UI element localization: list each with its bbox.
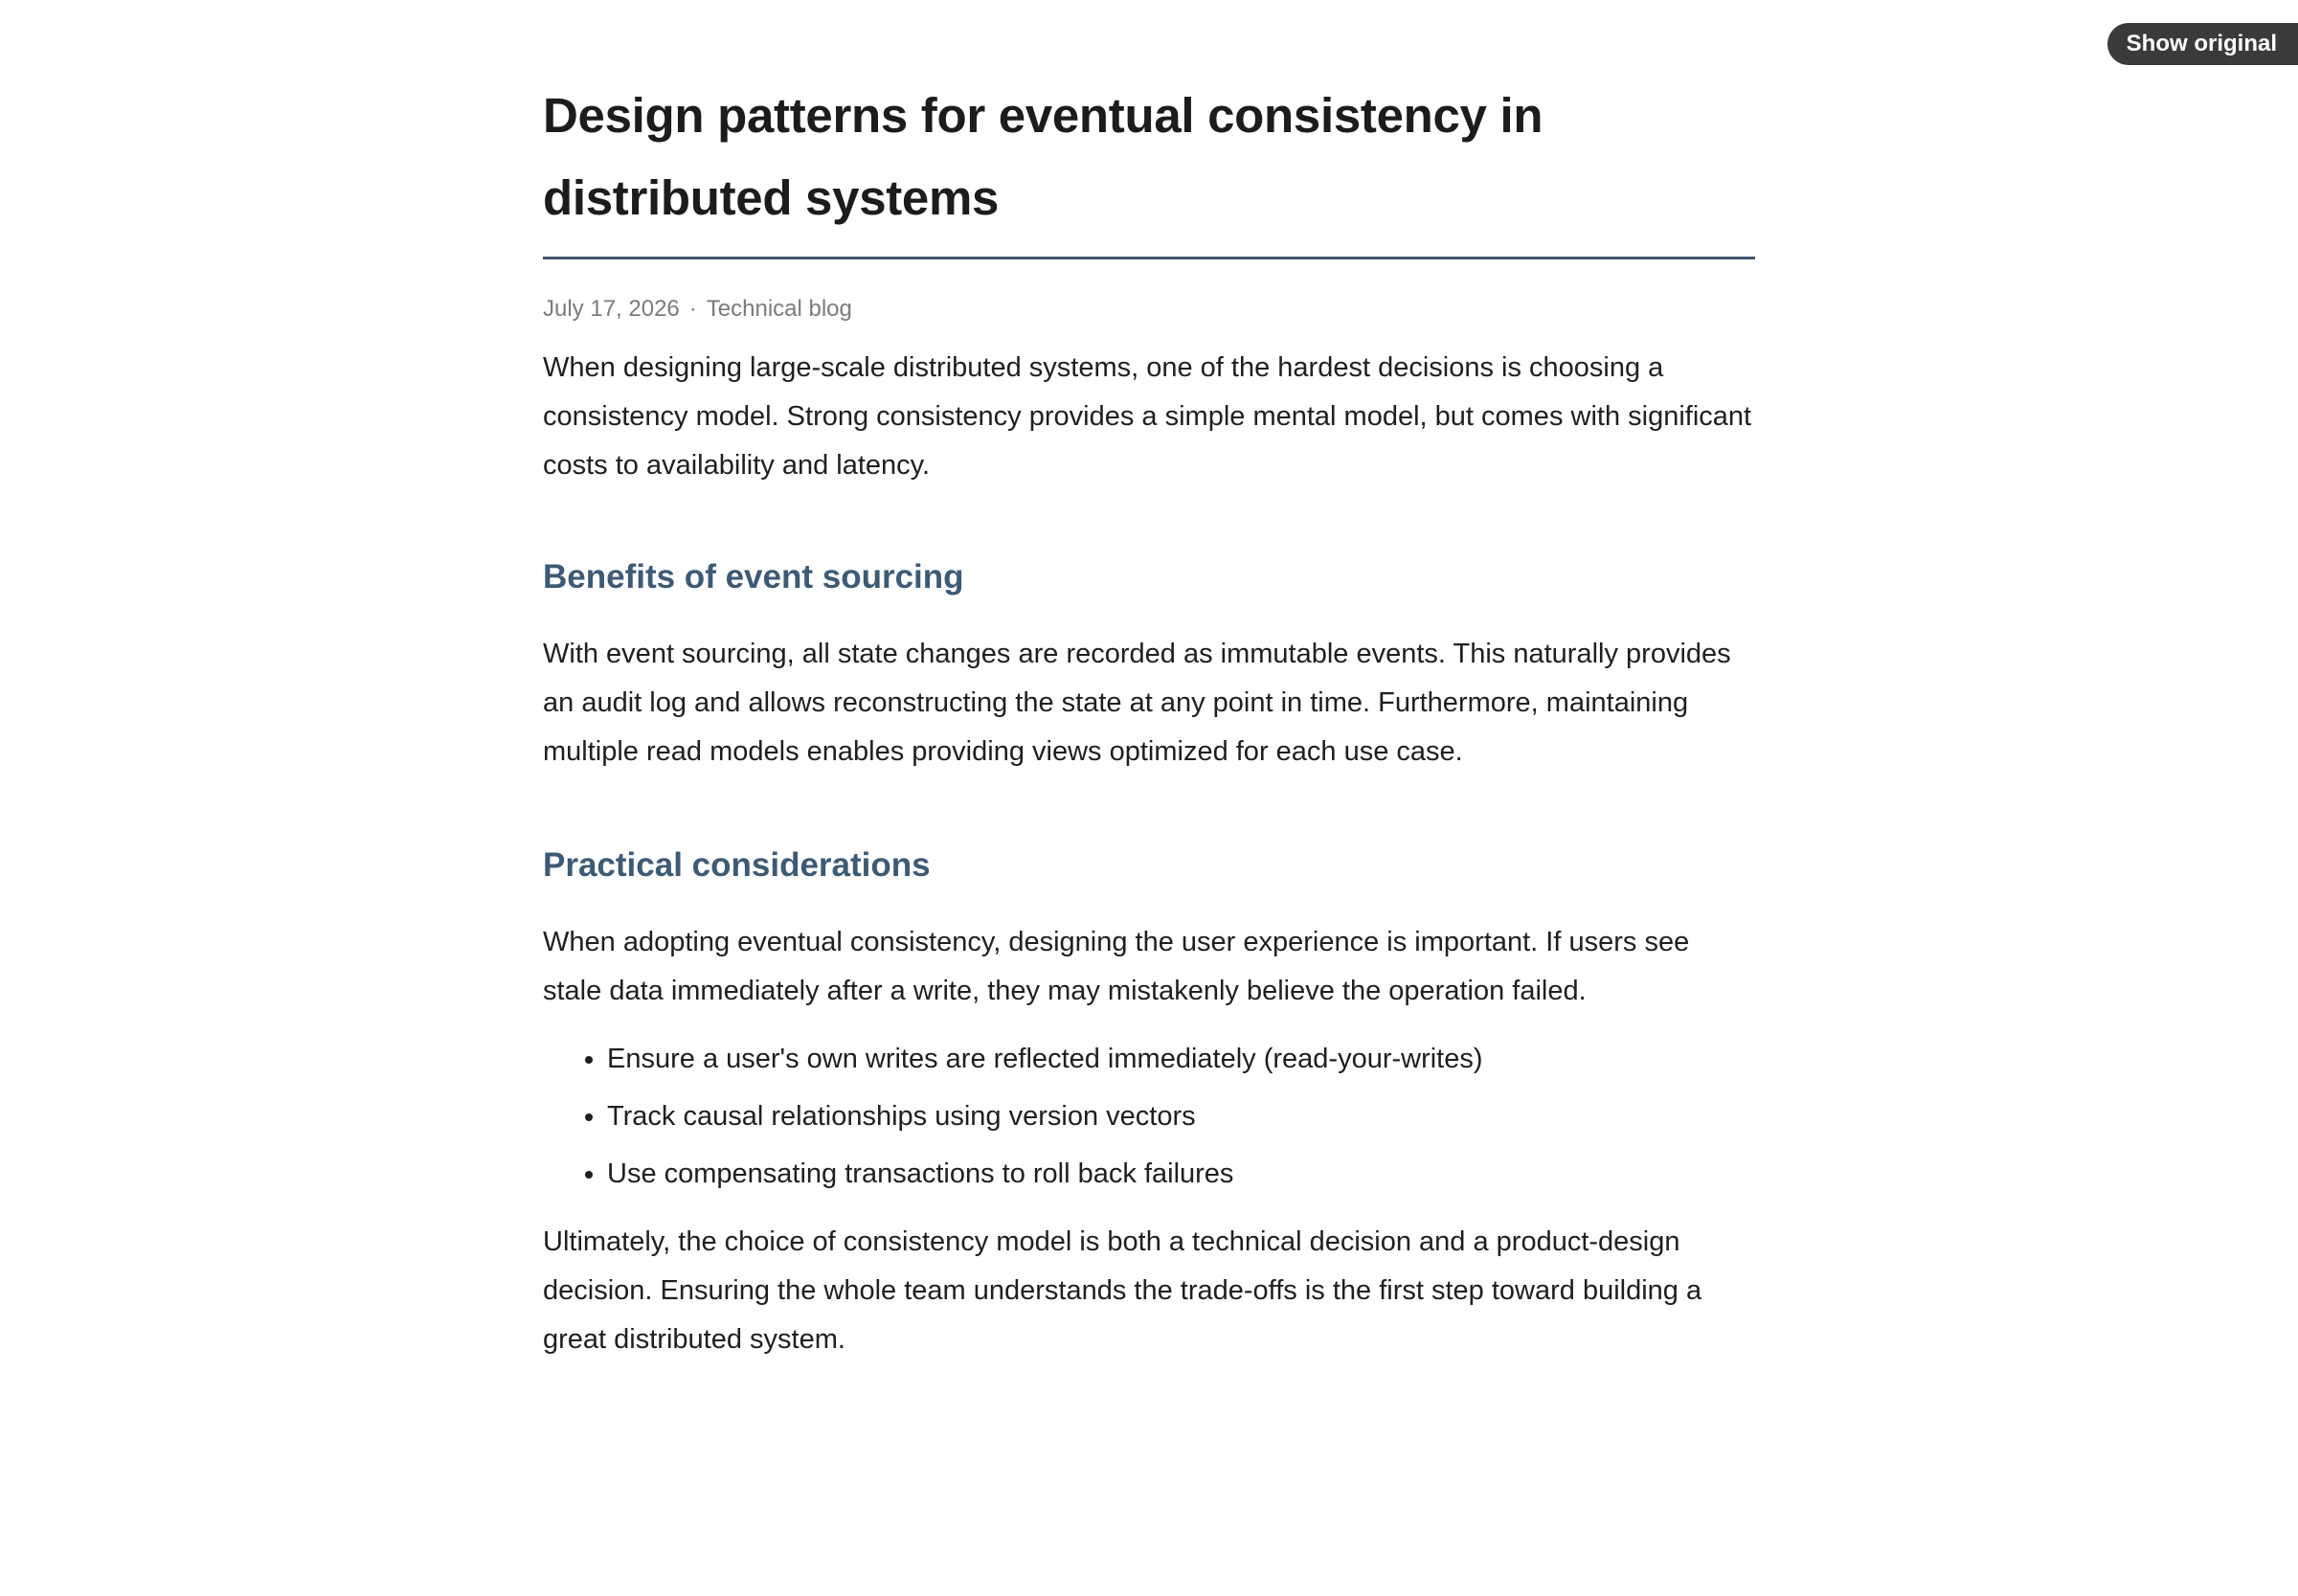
article xyxy=(543,75,1755,1364)
list-item: • Use compensating transactions to roll back failures xyxy=(607,1155,1755,1193)
intro-paragraph: When designing large-scale distributed systems, one of the hardest decisions is choosing a consistency model. Strong consistency provides a simple mental model, but comes with significant costs to availability and latency. xyxy=(543,352,1752,481)
title-divider xyxy=(543,257,1755,259)
section-heading-event-sourcing: Benefits of event sourcing xyxy=(543,558,964,596)
article-meta xyxy=(543,294,1755,325)
page-title: Design patterns for eventual consistency in distributed systems xyxy=(543,88,1543,225)
article-category: Technical blog xyxy=(706,296,852,322)
list-item: • Ensure a user's own writes are reflected immediately (read-your-writes) xyxy=(607,1040,1755,1078)
publish-date: July 17, 2026 xyxy=(543,296,680,322)
closing-paragraph: Ultimately, the choice of consistency model is both a technical decision and a product-design decision. Ensuring the whole team understands the trade-offs is the first step toward building a great distributed system. xyxy=(543,1226,1702,1355)
meta-separator: · xyxy=(688,296,697,322)
list-item: • Track causal relationships using version vectors xyxy=(607,1097,1755,1135)
show-original-button[interactable]: Show original xyxy=(2107,23,2298,65)
event-sourcing-paragraph: With event sourcing, all state changes are recorded as immutable events. This naturally provides an audit log and allows reconstructing the state at any point in time. Furthermore, maintaining multiple read models enables providing views optimized for each use case. xyxy=(543,639,1731,767)
section-heading-practical-considerations: Practical considerations xyxy=(543,846,931,884)
practical-considerations-paragraph: When adopting eventual consistency, designing the user experience is important. If users see stale data immediately after a write, they may mistakenly believe the operation failed. xyxy=(543,927,1690,1006)
considerations-list xyxy=(543,1040,1755,1193)
